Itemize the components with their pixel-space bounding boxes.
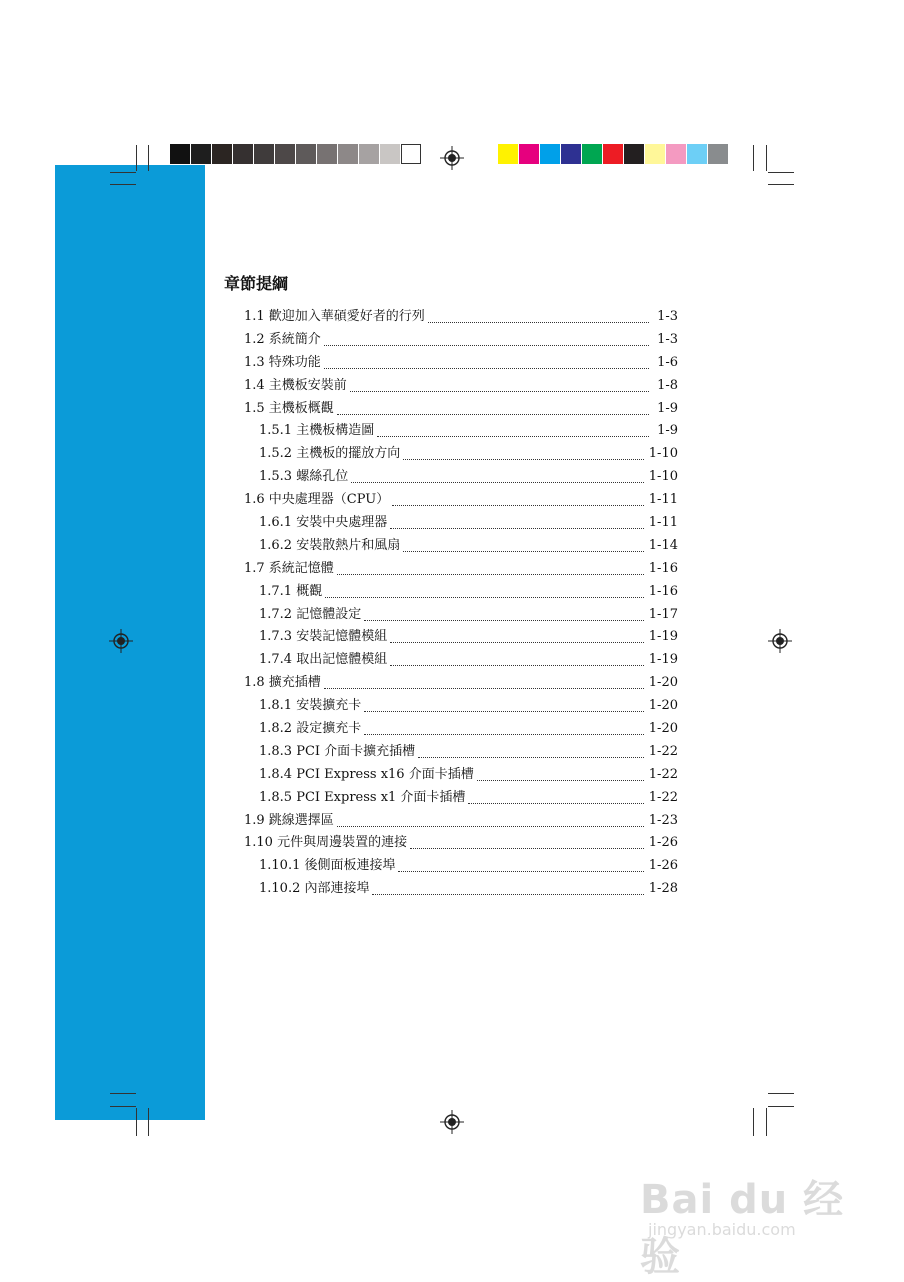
toc-entry-page: 1-17 bbox=[648, 606, 678, 622]
toc-entry bbox=[244, 375, 678, 398]
toc-entry bbox=[244, 810, 678, 833]
color-swatch bbox=[359, 144, 379, 164]
toc-entry bbox=[244, 764, 678, 787]
toc-entry bbox=[244, 489, 678, 512]
toc-entry-title: 1.9 跳線選擇區 bbox=[244, 812, 334, 828]
toc-entry-page: 1-16 bbox=[648, 583, 678, 599]
toc-entry-page: 1-19 bbox=[648, 629, 678, 645]
crop-mark bbox=[768, 1093, 794, 1094]
dot-leader bbox=[364, 711, 644, 712]
dot-leader bbox=[324, 688, 644, 689]
toc-entry-title: 1.7.4 取出記憶體模組 bbox=[259, 652, 388, 668]
toc-entry bbox=[244, 420, 678, 443]
dot-leader bbox=[390, 642, 644, 643]
toc-entry bbox=[244, 741, 678, 764]
color-swatch bbox=[645, 144, 665, 164]
color-swatch bbox=[687, 144, 707, 164]
toc-entry bbox=[244, 626, 678, 649]
toc-entry-page: 1-22 bbox=[648, 789, 678, 805]
toc-entry-title: 1.7 系統記憶體 bbox=[244, 560, 334, 576]
toc-entry bbox=[244, 672, 678, 695]
color-swatch bbox=[254, 144, 274, 164]
dot-leader bbox=[477, 780, 644, 781]
color-swatch bbox=[170, 144, 190, 164]
crop-mark bbox=[110, 1106, 136, 1107]
dot-leader bbox=[377, 436, 649, 437]
dot-leader bbox=[372, 894, 643, 895]
toc-entry bbox=[244, 581, 678, 604]
toc-entry bbox=[244, 329, 678, 352]
dot-leader bbox=[364, 620, 644, 621]
toc-entry-page: 1-16 bbox=[648, 560, 678, 576]
toc-entry-title: 1.4 主機板安裝前 bbox=[244, 377, 347, 393]
crop-mark bbox=[110, 172, 136, 173]
color-swatch bbox=[666, 144, 686, 164]
crop-mark bbox=[148, 145, 149, 171]
color-swatch bbox=[582, 144, 602, 164]
toc-entry-page: 1-3 bbox=[657, 309, 678, 324]
registration-mark-icon bbox=[768, 629, 792, 653]
toc-entry-page: 1-11 bbox=[648, 492, 678, 508]
toc-entry bbox=[244, 604, 678, 627]
toc-entry-page: 1-20 bbox=[648, 675, 678, 691]
crop-mark bbox=[136, 1108, 137, 1136]
toc-entry-title: 1.10 元件與周邊裝置的連接 bbox=[244, 835, 408, 851]
baidu-watermark bbox=[640, 1148, 860, 1280]
toc-entry bbox=[244, 832, 678, 855]
toc-entry-page: 1-9 bbox=[657, 423, 678, 439]
toc-heading: 章節提綱 bbox=[224, 274, 289, 293]
color-swatch bbox=[338, 144, 358, 164]
registration-mark-icon bbox=[109, 629, 133, 653]
toc-entry-title: 1.5.1 主機板構造圖 bbox=[259, 423, 375, 439]
crop-mark bbox=[148, 1108, 149, 1136]
toc-entry bbox=[244, 466, 678, 489]
toc-entry bbox=[244, 398, 678, 421]
toc-entry-page: 1-10 bbox=[648, 446, 678, 462]
color-swatch bbox=[275, 144, 295, 164]
registration-mark-icon bbox=[440, 1110, 464, 1134]
crop-mark bbox=[110, 1093, 136, 1094]
toc-entry-page: 1-20 bbox=[648, 698, 678, 714]
toc-entry-title: 1.6.2 安裝散熱片和風扇 bbox=[259, 537, 401, 553]
toc-entry-title: 1.7.1 概觀 bbox=[259, 583, 323, 599]
toc-entry-title: 1.8 擴充插槽 bbox=[244, 675, 321, 691]
dot-leader bbox=[410, 848, 644, 849]
dot-leader bbox=[337, 414, 649, 415]
toc-entry-page: 1-20 bbox=[648, 721, 678, 737]
toc-entry bbox=[244, 535, 678, 558]
toc-entry bbox=[244, 878, 678, 901]
color-swatch bbox=[624, 144, 644, 164]
toc-entry-title: 1.10.2 內部連接埠 bbox=[259, 881, 370, 897]
toc-entry bbox=[244, 649, 678, 672]
dot-leader bbox=[337, 826, 644, 827]
toc-entry bbox=[244, 306, 678, 329]
dot-leader bbox=[390, 665, 644, 666]
toc-entry-page: 1-3 bbox=[657, 331, 678, 347]
color-swatch bbox=[708, 144, 728, 164]
registration-mark-icon bbox=[440, 146, 464, 170]
dot-leader bbox=[337, 574, 644, 575]
crop-mark bbox=[110, 184, 136, 185]
watermark-logo: Bai du 经验 bbox=[640, 1177, 845, 1280]
table-of-contents bbox=[244, 306, 678, 901]
toc-entry-title: 1.8.5 PCI Express x1 介面卡插槽 bbox=[259, 789, 466, 805]
toc-entry-page: 1-11 bbox=[648, 515, 678, 531]
dot-leader bbox=[364, 734, 644, 735]
dot-leader bbox=[350, 391, 649, 392]
toc-entry-page: 1-28 bbox=[648, 881, 678, 897]
color-swatch bbox=[380, 144, 400, 164]
grayscale-calibration-bar bbox=[170, 144, 421, 164]
dot-leader bbox=[403, 551, 644, 552]
toc-entry-page: 1-26 bbox=[648, 858, 678, 874]
crop-mark bbox=[766, 1108, 767, 1136]
toc-entry-title: 1.5.2 主機板的擺放方向 bbox=[259, 446, 401, 462]
toc-entry-title: 1.6.1 安裝中央處理器 bbox=[259, 515, 388, 531]
toc-entry-title: 1.7.2 記憶體設定 bbox=[259, 606, 362, 622]
toc-entry bbox=[244, 558, 678, 581]
color-swatch bbox=[401, 144, 421, 164]
toc-entry-page: 1-10 bbox=[648, 469, 678, 485]
color-swatch bbox=[191, 144, 211, 164]
toc-entry-page: 1-26 bbox=[648, 835, 678, 851]
toc-entry-title: 1.5.3 螺絲孔位 bbox=[259, 469, 349, 485]
dot-leader bbox=[468, 803, 643, 804]
toc-entry-title: 1.8.2 設定擴充卡 bbox=[259, 721, 362, 737]
toc-entry-title: 1.3 特殊功能 bbox=[244, 354, 321, 370]
crop-mark bbox=[136, 145, 137, 171]
dot-leader bbox=[325, 597, 644, 598]
color-calibration-bar bbox=[498, 144, 728, 164]
dot-leader bbox=[403, 459, 644, 460]
toc-entry-page: 1-22 bbox=[648, 743, 678, 759]
toc-entry-title: 1.6 中央處理器（CPU） bbox=[244, 492, 390, 508]
toc-entry-page: 1-23 bbox=[648, 812, 678, 828]
dot-leader bbox=[351, 482, 644, 483]
toc-entry bbox=[244, 787, 678, 810]
toc-entry-title: 1.1 歡迎加入華碩愛好者的行列 bbox=[244, 309, 425, 324]
color-swatch bbox=[212, 144, 232, 164]
toc-entry bbox=[244, 718, 678, 741]
toc-entry-page: 1-9 bbox=[657, 400, 678, 416]
toc-entry bbox=[244, 443, 678, 466]
crop-mark bbox=[753, 1108, 754, 1136]
toc-entry-title: 1.10.1 後側面板連接埠 bbox=[259, 858, 396, 874]
color-swatch bbox=[233, 144, 253, 164]
dot-leader bbox=[324, 345, 649, 346]
dot-leader bbox=[418, 757, 644, 758]
dot-leader bbox=[398, 871, 643, 872]
toc-entry-title: 1.8.3 PCI 介面卡擴充插槽 bbox=[259, 743, 416, 759]
toc-entry-title: 1.7.3 安裝記憶體模組 bbox=[259, 629, 388, 645]
toc-entry-title: 1.8.4 PCI Express x16 介面卡插槽 bbox=[259, 766, 474, 782]
color-swatch bbox=[540, 144, 560, 164]
dot-leader bbox=[392, 505, 644, 506]
toc-entry-page: 1-22 bbox=[648, 766, 678, 782]
toc-entry-page: 1-14 bbox=[648, 537, 678, 553]
toc-entry bbox=[244, 695, 678, 718]
toc-entry bbox=[244, 855, 678, 878]
toc-entry bbox=[244, 512, 678, 535]
toc-entry-page: 1-6 bbox=[657, 354, 678, 370]
toc-entry bbox=[244, 352, 678, 375]
crop-mark bbox=[768, 184, 794, 185]
toc-entry-title: 1.8.1 安裝擴充卡 bbox=[259, 698, 362, 714]
color-swatch bbox=[519, 144, 539, 164]
color-swatch bbox=[603, 144, 623, 164]
watermark-url: jingyan.baidu.com bbox=[648, 1220, 796, 1239]
crop-mark bbox=[768, 1106, 794, 1107]
crop-mark bbox=[766, 145, 767, 171]
color-swatch bbox=[561, 144, 581, 164]
toc-entry-page: 1-19 bbox=[648, 652, 678, 668]
dot-leader bbox=[390, 528, 644, 529]
toc-entry-page: 1-8 bbox=[657, 377, 678, 393]
dot-leader bbox=[324, 368, 649, 369]
crop-mark bbox=[768, 172, 794, 173]
toc-entry-title: 1.5 主機板概觀 bbox=[244, 400, 334, 416]
crop-mark bbox=[753, 145, 754, 171]
color-swatch bbox=[296, 144, 316, 164]
color-swatch bbox=[317, 144, 337, 164]
color-swatch bbox=[498, 144, 518, 164]
dot-leader bbox=[428, 322, 649, 323]
toc-entry-title: 1.2 系統簡介 bbox=[244, 331, 321, 347]
